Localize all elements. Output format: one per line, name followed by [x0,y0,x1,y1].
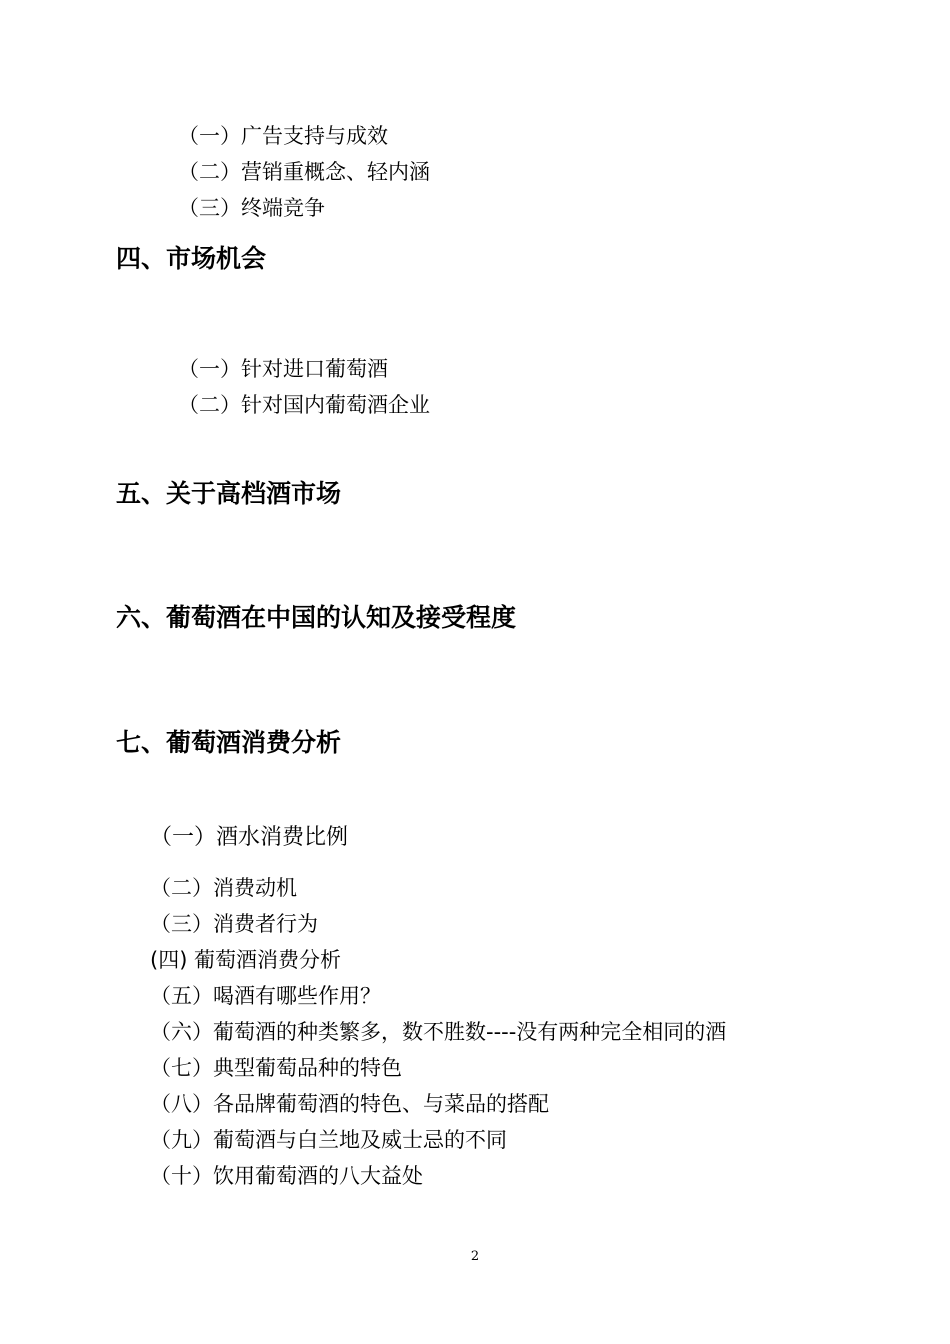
outline-item-motivation: （二）消费动机 [150,876,297,900]
outline-item-marketing-concept: （二）营销重概念、轻内涵 [178,160,430,184]
page-number: 2 [470,1249,480,1264]
outline-item-beverage-ratio: （一）酒水消费比例 [150,825,349,850]
outline-item-grape-characteristics: （七）典型葡萄品种的特色 [150,1056,402,1080]
outline-item-drinking-effects: （五）喝酒有哪些作用？ [150,984,381,1008]
outline-item-brandy-whisky-difference: （九）葡萄酒与白兰地及威士忌的不同 [150,1128,507,1152]
outline-item-domestic-wine: （二）针对国内葡萄酒企业 [178,393,430,417]
outline-item-terminal-competition: （三）终端竞争 [178,196,325,220]
outline-item-brand-food-pairing: （八）各品牌葡萄酒的特色、与菜品的搭配 [150,1092,549,1116]
outline-item-consumer-behavior: （三）消费者行为 [150,912,318,936]
outline-item-imported-wine: （一）针对进口葡萄酒 [178,357,388,381]
section-heading-market-opportunity: 四、市场机会 [116,244,267,273]
section-heading-wine-consumption: 七、葡萄酒消费分析 [116,728,342,757]
outline-item-wine-varieties: （六）葡萄酒的种类繁多，数不胜数----没有两种完全相同的酒 [150,1020,727,1044]
section-heading-wine-acceptance: 六、葡萄酒在中国的认知及接受程度 [116,603,517,632]
outline-item-advertising-support: （一）广告支持与成效 [178,124,388,148]
outline-item-eight-benefits: （十）饮用葡萄酒的八大益处 [150,1164,423,1188]
outline-item-wine-consumption-analysis: (四) 葡萄酒消费分析 [150,948,342,972]
section-heading-premium-market: 五、关于高档酒市场 [116,479,342,508]
